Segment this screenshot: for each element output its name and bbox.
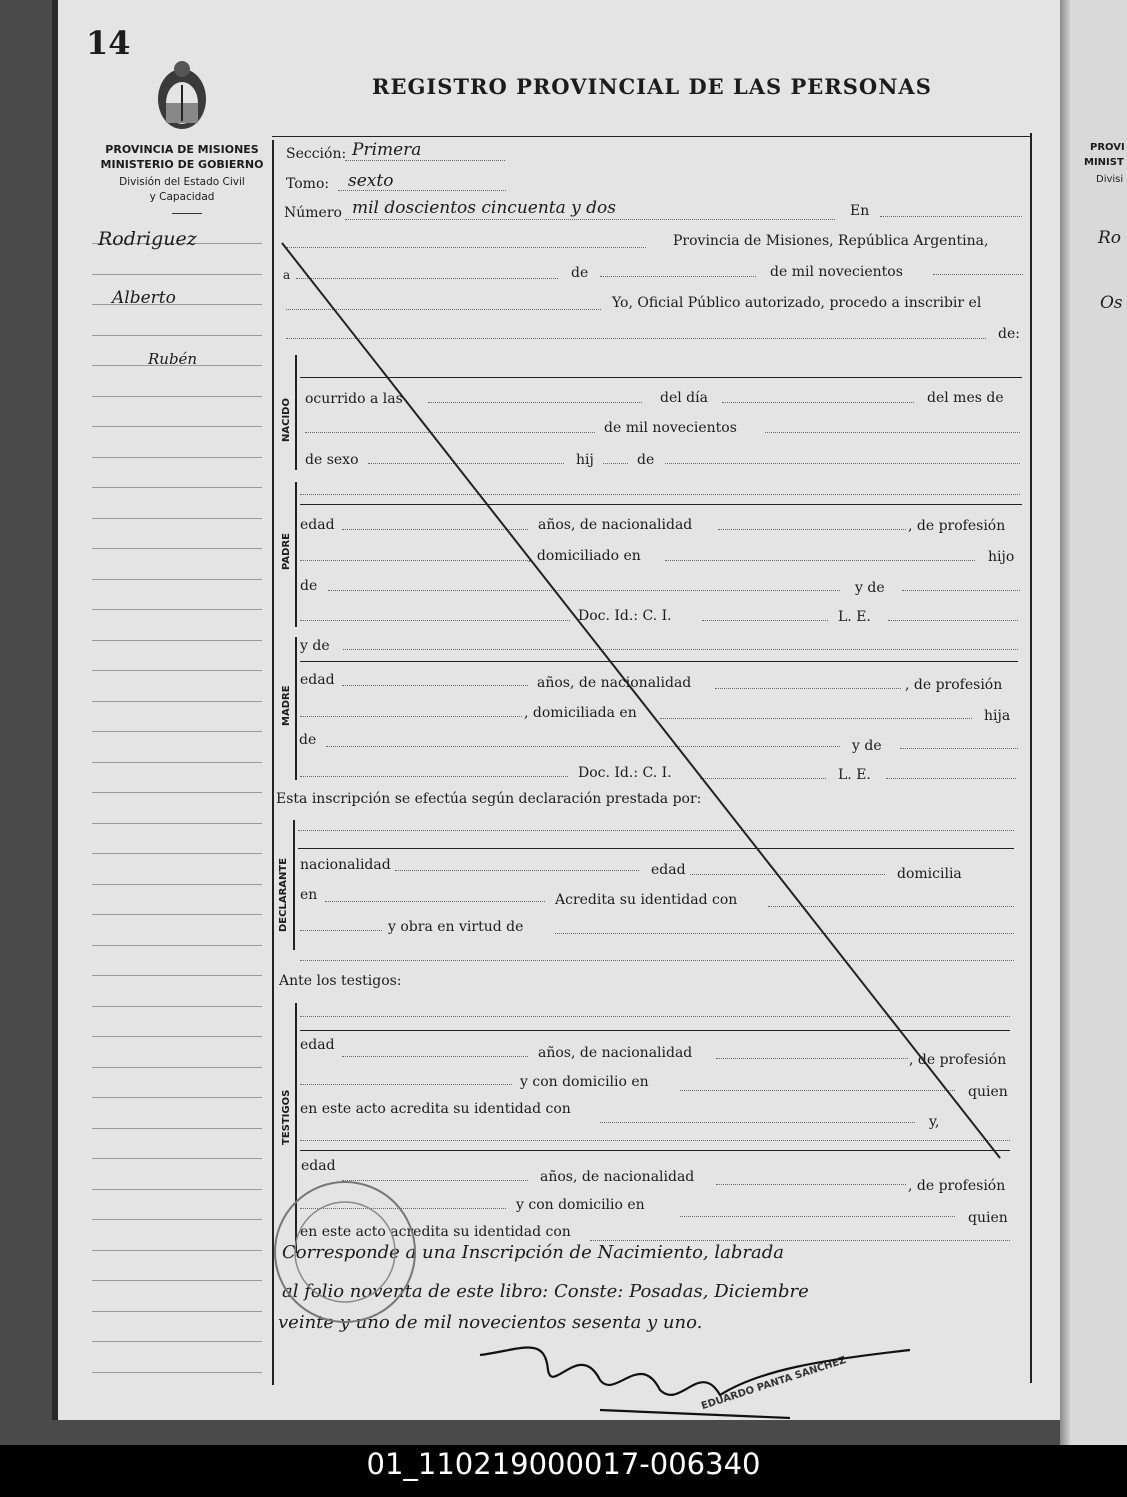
- del-dia-label: del día: [660, 390, 708, 406]
- numero-label: Número: [284, 205, 342, 221]
- padre-profesion-label: , de profesión: [908, 518, 1006, 534]
- madre-profesion-label: , de profesión: [905, 677, 1003, 693]
- madre-y-de-label: y de: [852, 738, 882, 754]
- madre-edad-label: edad: [300, 672, 335, 688]
- madre-side-label: MADRE: [281, 685, 292, 726]
- declarante-obra-label: y obra en virtud de: [388, 919, 524, 935]
- madre-doc-label: Doc. Id.: C. I.: [578, 765, 672, 781]
- padre-hijo-label: hijo: [988, 549, 1015, 565]
- madre-y-de-top-label: y de: [300, 638, 330, 654]
- right-handwriting-1: Ro: [1098, 228, 1122, 248]
- del-mes-label: del mes de: [927, 390, 1004, 406]
- madre-domiciliada-label: , domiciliada en: [524, 705, 637, 721]
- madre-le-label: L. E.: [838, 767, 871, 783]
- testigo1-edad-label: edad: [300, 1037, 335, 1053]
- nacido-de-label: de: [637, 452, 655, 468]
- padre-y-de-label: y de: [855, 580, 885, 596]
- first-name-handwriting: Alberto: [112, 288, 176, 308]
- declarante-en-label: en: [300, 887, 318, 903]
- annotation-line-1: Corresponde a una Inscripción de Nacimiento, labrada: [282, 1242, 784, 1263]
- testigo1-profesion-label: , de profesión: [909, 1052, 1007, 1068]
- testigo-y-label: y,: [929, 1114, 940, 1130]
- testigo1-acredita-label: en este acto acredita su identidad con: [300, 1101, 571, 1117]
- annotation-line-2: al folio noventa de este libro: Conste: Posadas, Diciembre: [282, 1281, 809, 1302]
- testigo1-quien-label: quien: [968, 1084, 1008, 1100]
- mil-novecientos-label: de mil novecientos: [770, 264, 903, 280]
- madre-hija-label: hija: [984, 708, 1011, 724]
- declarante-edad-label: edad: [651, 862, 686, 878]
- madre-de-label: de: [299, 732, 317, 748]
- surname-handwriting: Rodriguez: [98, 228, 197, 250]
- padre-domiciliado-label: , domiciliado en: [528, 548, 641, 564]
- padre-le-label: L. E.: [838, 609, 871, 625]
- padre-nacionalidad-label: años, de nacionalidad: [538, 517, 693, 533]
- nacido-mil-novecientos-label: de mil novecientos: [604, 420, 737, 436]
- testigo1-nacionalidad-label: años, de nacionalidad: [538, 1045, 693, 1061]
- registry-seal: [275, 1182, 415, 1322]
- seccion-value: Primera: [352, 140, 422, 160]
- en-label: En: [850, 203, 870, 219]
- declarante-domicilia-label: domicilia: [897, 866, 962, 882]
- padre-edad-label: edad: [300, 517, 335, 533]
- right-header-3: Divisi: [1096, 174, 1124, 185]
- page-number: 14: [86, 24, 131, 62]
- ante-testigos-text: Ante los testigos:: [279, 973, 402, 989]
- de-label: de: [571, 265, 589, 281]
- numero-value: mil doscientos cincuenta y dos: [352, 198, 617, 218]
- declarante-nacionalidad-label: nacionalidad: [300, 857, 391, 873]
- official-signature: [480, 1348, 910, 1419]
- official-stamp-text: EDUARDO PANTA SANCHEZ: [700, 1354, 848, 1413]
- testigo2-acredita-label: en este acto acredita su identidad con: [300, 1224, 571, 1240]
- provincia-text: Provincia de Misiones, República Argentina,: [673, 233, 989, 249]
- declaracion-text: Esta inscripción se efectúa según declaración prestada por:: [276, 791, 702, 807]
- yo-oficial-text: Yo, Oficial Público autorizado, procedo a inscribir el: [612, 295, 982, 311]
- header-capacity: y Capacidad: [149, 191, 215, 203]
- de-colon-label: de:: [998, 326, 1020, 342]
- testigo2-quien-label: quien: [968, 1210, 1008, 1226]
- header-ministry: MINISTERIO DE GOBIERNO: [100, 158, 264, 171]
- padre-side-label: PADRE: [281, 533, 292, 570]
- registry-seal-inner: [295, 1202, 395, 1302]
- nacido-side-label: NACIDO: [281, 398, 292, 442]
- header-province: PROVINCIA DE MISIONES: [105, 143, 259, 156]
- testigo2-domicilio-label: y con domicilio en: [516, 1197, 645, 1213]
- testigo2-edad-label: edad: [301, 1158, 336, 1174]
- tomo-value: sexto: [348, 171, 394, 191]
- testigo2-nacionalidad-label: años, de nacionalidad: [540, 1169, 695, 1185]
- seccion-label: Sección:: [286, 146, 347, 162]
- ocurrido-label: ocurrido a las: [305, 391, 403, 407]
- document-title: REGISTRO PROVINCIAL DE LAS PERSONAS: [372, 74, 932, 99]
- testigos-side-label: TESTIGOS: [281, 1089, 292, 1145]
- padre-de-label: de: [300, 578, 318, 594]
- tomo-label: Tomo:: [286, 176, 330, 192]
- testigo2-profesion-label: , de profesión: [908, 1178, 1006, 1194]
- right-header-1: PROVI: [1090, 142, 1125, 153]
- sexo-label: de sexo: [305, 452, 359, 468]
- annotation-line-3: veinte y uno de mil novecientos sesenta y uno.: [278, 1312, 703, 1333]
- header-division: División del Estado Civil: [119, 176, 245, 188]
- declarante-side-label: DECLARANTE: [278, 857, 289, 932]
- right-header-2: MINIST: [1084, 157, 1124, 168]
- second-name-handwriting: Rubén: [148, 350, 198, 368]
- testigo1-domicilio-label: y con domicilio en: [520, 1074, 649, 1090]
- right-handwriting-2: Os: [1100, 293, 1123, 313]
- padre-doc-label: Doc. Id.: C. I.: [578, 608, 672, 624]
- hij-label: hij: [576, 452, 594, 468]
- declarante-acredita-label: Acredita su identidad con: [555, 892, 738, 908]
- a-label: a: [283, 268, 291, 282]
- scan-identifier: 01_110219000017-006340: [366, 1447, 761, 1481]
- madre-nacionalidad-label: años, de nacionalidad: [537, 675, 692, 691]
